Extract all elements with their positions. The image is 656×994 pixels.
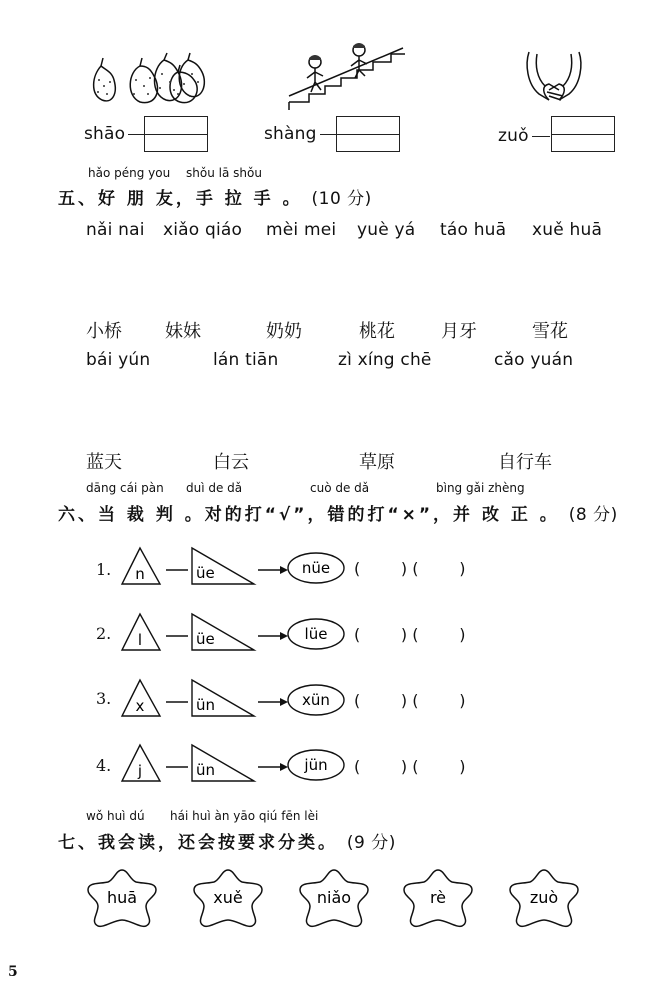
s5-pinyin-8: lán tiān [213, 350, 279, 370]
section-title: 六、当 裁 判 。对的打“√”，错的打“×”，并 改 正 。 [58, 505, 560, 525]
section7-heading [58, 828, 396, 853]
item-number: 4. [96, 756, 112, 775]
s5-hanzi-8: 白云 [213, 452, 249, 473]
result-text: nüe [301, 559, 331, 577]
s5-hanzi-5: 月牙 [441, 321, 477, 342]
star-text: niǎo [316, 888, 352, 907]
answer-parentheses[interactable]: ( ) ( ) [354, 757, 466, 776]
star-card-1 [84, 866, 160, 930]
s5-hanzi-9: 草原 [359, 452, 395, 473]
dash-line [320, 134, 338, 135]
star-text: zuò [529, 888, 559, 907]
section-score: (9 分) [346, 833, 396, 853]
section5-heading [58, 184, 372, 209]
final-text: ün [196, 761, 216, 779]
star-text: rè [429, 888, 447, 907]
hands-left-right-illustration [519, 50, 589, 106]
answer-box-shang[interactable] [336, 116, 400, 152]
final-text: ün [196, 696, 216, 714]
result-text: lüe [304, 625, 328, 643]
answer-box-shao[interactable] [144, 116, 208, 152]
s5-hanzi-10: 自行车 [498, 452, 552, 473]
section6-heading [58, 500, 618, 525]
s5-hanzi-7: 蓝天 [86, 452, 122, 473]
s5-pinyin-1: nǎi nai [86, 220, 145, 240]
star-card-2 [190, 866, 266, 930]
section-score: (10 分) [311, 189, 372, 209]
section-score: (8 分) [568, 505, 618, 525]
pinyin-label: shàng [264, 124, 317, 144]
initial-text: x [135, 697, 145, 715]
s5-pinyin-4: yuè yá [357, 220, 416, 240]
answer-parentheses[interactable]: ( ) ( ) [354, 559, 466, 578]
top-word-shang [264, 124, 338, 144]
arrow-head [280, 698, 288, 706]
final-text: üe [196, 564, 215, 582]
section6-ruby-3: cuò de dǎ [310, 481, 370, 495]
item-number: 2. [96, 624, 112, 643]
pinyin-combination-1 [120, 546, 360, 590]
arrow-head [280, 566, 288, 574]
pinyin-combination-4 [120, 743, 360, 787]
s5-hanzi-1: 小桥 [86, 321, 122, 342]
pears-illustration [84, 50, 214, 106]
answer-parentheses[interactable]: ( ) ( ) [354, 691, 466, 710]
pinyin-label: zuǒ [498, 126, 529, 146]
item-number: 1. [96, 560, 112, 579]
answer-parentheses[interactable]: ( ) ( ) [354, 625, 466, 644]
star-card-3 [296, 866, 372, 930]
top-word-zuo [498, 126, 550, 146]
s5-pinyin-9: zì xíng chē [338, 350, 432, 370]
section6-ruby-2: duì de dǎ [186, 481, 243, 495]
dash-line [532, 136, 550, 137]
pinyin-combination-2 [120, 612, 360, 656]
initial-text: l [137, 631, 143, 649]
page-number: 5 [8, 964, 18, 980]
star-text: huā [106, 888, 138, 907]
star-card-4 [400, 866, 476, 930]
arrow-head [280, 763, 288, 771]
star-card-5 [506, 866, 582, 930]
star-text: xuě [213, 888, 243, 907]
children-climbing-stairs-illustration [287, 40, 407, 110]
s5-pinyin-10: cǎo yuán [494, 350, 574, 370]
section7-ruby-1: wǒ huì dú [86, 809, 145, 823]
answer-box-zuo[interactable] [551, 116, 615, 152]
pinyin-combination-3 [120, 678, 360, 722]
s5-hanzi-4: 桃花 [359, 321, 395, 342]
s5-pinyin-6: xuě huā [532, 220, 603, 240]
final-text: üe [196, 630, 215, 648]
section-title: 七、我会读，还会按要求分类。 [58, 833, 338, 853]
result-text: xün [302, 691, 330, 709]
s5-hanzi-2: 妹妹 [165, 321, 201, 342]
section5-ruby-1: hǎo péng you [88, 166, 171, 180]
s5-hanzi-3: 奶奶 [266, 321, 302, 342]
section5-ruby-2: shǒu lā shǒu [186, 166, 262, 180]
s5-pinyin-7: bái yún [86, 350, 151, 370]
arrow-head [280, 632, 288, 640]
s5-pinyin-2: xiǎo qiáo [163, 220, 243, 240]
s5-hanzi-6: 雪花 [532, 321, 568, 342]
section6-ruby-4: bìng gǎi zhèng [436, 481, 525, 495]
section-title: 五、好 朋 友，手 拉 手 。 [58, 189, 303, 209]
top-word-shao [84, 124, 146, 144]
result-text: jün [304, 756, 328, 774]
initial-text: n [135, 565, 145, 583]
item-number: 3. [96, 689, 112, 708]
s5-pinyin-5: táo huā [440, 220, 507, 240]
s5-pinyin-3: mèi mei [266, 220, 337, 240]
pinyin-label: shāo [84, 124, 126, 144]
section7-ruby-2: hái huì àn yāo qiú fēn lèi [170, 809, 319, 823]
section6-ruby-1: dāng cái pàn [86, 481, 164, 495]
initial-text: j [137, 762, 143, 780]
